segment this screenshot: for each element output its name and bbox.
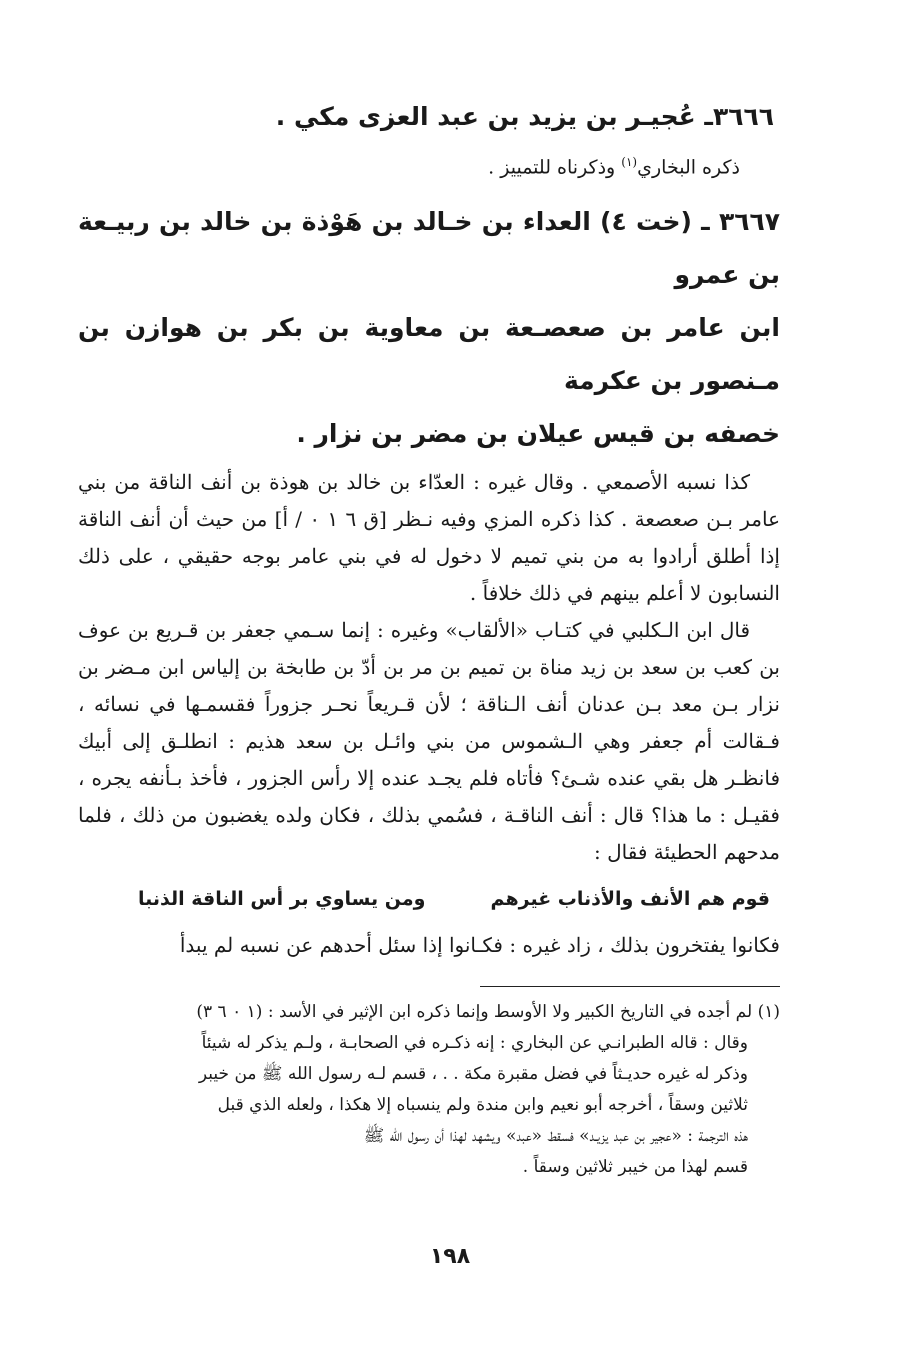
footnote-marker: (١)	[621, 155, 638, 169]
entry-3666-note	[78, 142, 780, 187]
footnote-line: قسم لهذا من خيبر ثلاثين وسقاً .	[522, 1157, 748, 1178]
paragraph-anf-al-naqa-story: قال ابن الـكلبي في كتـاب «الألقاب» وغيره : إنما سـمي جعفر بن قـريع بن عوف بن كعب بن سعد بن زيد مناة بن تميم بن مر بن أدّ بن طابخة بن إلياس ابن مـضر بن نزار بـن معد بـن عدنان أنف الـناقة ؛ لأن قـريعاً نحـر جزوراً فقسمـها في نسائه ، فـقالت أم جعفر وهي الـشموس من بني وائـل بن سعد هذيم : انطلـق إلى أبيك فانظـر هل بقي عنده شـئ؟ فأتاه فلم يجـد عنده إلا رأس الجزور ، فأخذ بـأنفه يجره ، فقيـل : ما هذا؟ قال : أنف الناقـة ، فسُمي بذلك ، فكان ولده يغضبون من ذلك ، فلما مدحهم الحطيئة فقال :	[78, 618, 781, 865]
book-page	[78, 92, 780, 1342]
paragraph-continuation: فكانوا يفتخرون بذلك ، زاد غيره : فكـانوا إذا سئل أحدهم عن نسبه لم يبدأ	[179, 933, 780, 958]
entry-3667-heading-line-3: خصفه بن قيس عيلان بن مضر بن نزار .	[296, 419, 780, 449]
entry-3666-note-text: ذكره البخاري	[637, 156, 740, 179]
footnote-line: وذكر له غيره حديـثاً في فضل مقبرة مكة . . ، قسم لـه رسول الله ﷺ من خيبر	[198, 1064, 748, 1085]
footnote-line: (١) لم أجده في التاريخ الكبير ولا الأوسط وإنما ذكره ابن الإثير في الأسد : (١ ٠ ٦ ٣)	[196, 1002, 780, 1023]
entry-3666-note-tail: وذكرناه للتمييز .	[488, 156, 622, 179]
footnote-line: ثلاثين وسقاً ، أخرجه أبو نعيم وابن مندة ولم ينسباه إلا هكذا ، ولعله الذي قبل	[217, 1095, 748, 1116]
page-number: ١٩٨	[429, 1244, 471, 1269]
verse-second-hemistich: ومن يساوي بر أس الناقة الذنبا	[138, 888, 426, 911]
footnote-divider	[480, 986, 780, 987]
entry-3667-heading-line-2: ابن عامر بن صعصـعة بن معاوية بن بكر بن هوازن بن مـنصور بن عكرمة	[78, 313, 780, 396]
footnote	[78, 997, 780, 1183]
verse-first-hemistich: قوم هم الأنف والأذناب غيرهم	[490, 888, 770, 911]
poetry-verse	[78, 877, 780, 921]
footnote-line: هذه الترجمة : «عجير بن عبد يزيـد» فسقط «عبد» ويشهد لهذا أن رسول الله ﷺ	[363, 1126, 748, 1147]
entry-3667-heading-line-1: ٣٦٦٧ ـ (خت ٤) العداء بن خـالد بن هَوْذة بن خالد بن ربيـعة بن عمرو	[78, 207, 780, 290]
paragraph-lineage-note: كذا نسبه الأصمعي . وقال غيره : العدّاء بن خالد بن هوذة بن أنف الناقة من بني عامر بـن صعصعة . كذا ذكره المزي وفيه نـظر [ق ٦ ١ ٠ / أ] من حيث أن أنف الناقة إذا أطلق أرادوا به من بني تميم لا دخول له في بني عامر بوجه حقيقي ، على ذلك النسابون لا أعلم بينهم في ذلك خلافاً .	[78, 470, 781, 606]
entry-3666-heading: ٣٦٦٦ـ عُجيـر بن يزيد بن عبد العزى مكي .	[275, 102, 774, 131]
footnote-line: وقال : قاله الطبرانـي عن البخاري : إنه ذكـره في الصحابـة ، ولـم يذكر له شيئاً	[201, 1033, 748, 1054]
